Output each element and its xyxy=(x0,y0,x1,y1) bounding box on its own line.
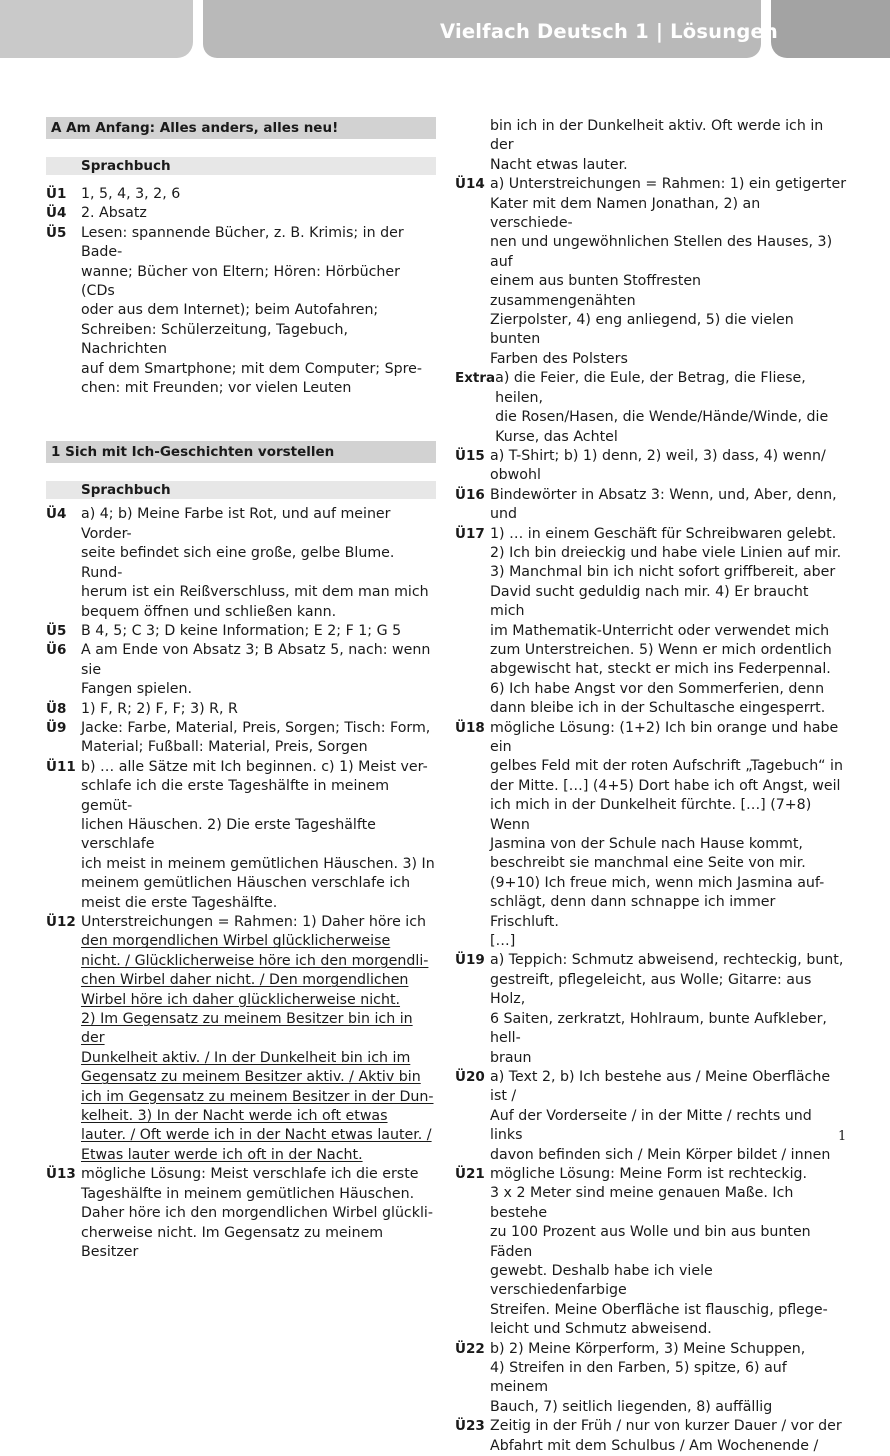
list-item: Ü5 Lesen: spannende Bücher, z. B. Krimis; in der Bade- wanne; Bücher von Eltern; Hören: Hörbücher (CDs oder aus dem Internet); beim Autofahren; Schreiben: Schülerzeitung, Tagebuch, Nachrichten auf dem Smartphone; mit dem Computer; Spre- chen: mit Freunden; vor vielen Leuten xyxy=(46,224,422,397)
list-item: Ü11 b) … alle Sätze mit Ich beginnen. c) 1) Meist ver- schlafe ich die erste Tageshälfte in meinem gemüt- lichen Häuschen. 2) Die erste Tageshälfte verschlafe ich meist in meinem gemütlichen Häuschen. 3) In meinem gemütlichen Häuschen verschlafe ich meist die erste Tageshälfte. xyxy=(46,758,435,911)
list-item: Ü16 Bindewörter in Absatz 3: Wenn, und, Aber, denn, und xyxy=(455,486,837,523)
list-item: Ü21 mögliche Lösung: Meine Form ist rechteckig. 3 x 2 Meter sind meine genauen Maße. Ich bestehe zu 100 Prozent aus Wolle und bin aus bunten Fäden gewebt. Deshalb habe ich viele verschiedenfarbige Streifen. Meine Oberfläche ist flauschig, pflege- leicht und Schmutz abweisend. xyxy=(455,1165,828,1338)
list-item: Ü12 Unterstreichungen = Rahmen: 1) Daher höre ich den morgendlichen Wirbel glücklicherweise nicht. / Glücklicherweise höre ich den morgendli- chen Wirbel daher nicht. / Den morgendlichen Wirbel höre ich daher glücklicherweise nicht. 2) Im Gegensatz zu meinem Besitzer bin ich in der Dunkelheit aktiv. / In der Dunkelheit bin ich im Gegensatz zu meinem Besitzer aktiv. / Aktiv bin ich im Gegensatz zu meinem Besitzer in der Dun- kelheit. 3) In der Nacht werde ich oft etwas lauter. / Oft werde ich in der Nacht etwas lauter. / Etwas lauter werde ich oft in der Nacht. xyxy=(46,914,434,1163)
section-1-heading: 1 Sich mit Ich-Geschichten vorstellen xyxy=(46,441,436,463)
list-item: Ü8 1) F, R; 2) F, F; 3) R, R xyxy=(46,700,238,717)
list-item: Ü14 a) Unterstreichungen = Rahmen: 1) ein getigerter Kater mit dem Namen Jonathan, 2) an verschiede- nen und ungewöhnlichen Stellen des Hauses, 3) auf einem aus bunten Stoffresten zusammengenähten Zierpolster, 4) eng anliegend, 5) die vielen bunten Farben des Polsters xyxy=(455,176,847,367)
list-item: Ü13 mögliche Lösung: Meist verschlafe ich die erste Tageshälfte in meinem gemütlichen Häuschen. Daher höre ich den morgendlichen Wirbel glückli- cherweise nicht. Im Gegensatz zu meinem Besitzer xyxy=(46,1166,433,1260)
list-item: Ü20 a) Text 2, b) Ich bestehe aus / Meine Oberfläche ist / Auf der Vorderseite / in der Mitte / rechts und links davon befinden sich / Mein Körper bildet / innen xyxy=(455,1068,831,1163)
section-1-subheading: Sprachbuch xyxy=(46,481,436,499)
list-item: Ü23 Zeitig in der Früh / nur von kurzer Dauer / vor der Abfahrt mit dem Schulbus / Am Wochenende / xyxy=(455,1418,842,1454)
left-column xyxy=(46,117,436,1262)
section-a-heading: A Am Anfang: Alles anders, alles neu! xyxy=(46,117,436,139)
list-item: Ü4 a) 4; b) Meine Farbe ist Rot, und auf meiner Vorder- seite befindet sich eine große, gelbe Blume. Rund- herum ist ein Reißverschluss, mit dem man mich bequem öffnen und schließen kann. xyxy=(46,506,429,620)
header-tab-right xyxy=(771,0,890,58)
list-item: Ü15 a) T-Shirt; b) 1) denn, 2) weil, 3) dass, 4) wenn/ obwohl xyxy=(455,447,826,484)
list-item: Ü4 2. Absatz xyxy=(46,205,147,222)
list-item: Ü17 1) … in einem Geschäft für Schreibwaren gelebt. 2) Ich bin dreieckig und habe viele Linien auf mir. 3) Manchmal bin ich nicht sofort griffbereit, aber David sucht geduldig nach mir. 4) Er braucht mich im Mathematik-Unterricht oder verwendet mich zum Unterstreichen. 5) Wenn er mich ordentlich abgewischt hat, steckt er mich ins Federpennal. 6) Ich habe Angst vor den Sommerferien, denn dann bleibe ich in der Schultasche eingesperrt. xyxy=(455,525,842,717)
list-item: Ü1 1, 5, 4, 3, 2, 6 xyxy=(46,186,181,202)
list-item: Ü19 a) Teppich: Schmutz abweisend, rechteckig, bunt, gestreift, pflegeleicht, aus Wolle; Gitarre: aus Holz, 6 Saiten, zerkratzt, Hohlraum, bunte Aufkleber, hell- braun xyxy=(455,952,844,1066)
page-title: Vielfach Deutsch 1 | Lösungen xyxy=(440,20,778,43)
header-tab-left xyxy=(0,0,193,58)
page-number: 1 xyxy=(838,1129,847,1144)
list-item: Extra a) die Feier, die Eule, der Betrag, die Fliese, heilen, die Rosen/Hasen, die Wende/Hände/Winde, die Kurse, das Achtel xyxy=(455,370,829,445)
list-item: Ü18 mögliche Lösung: (1+2) Ich bin orange und habe ein gelbes Feld mit der roten Aufschrift „Tagebuch“ in der Mitte. […] (4+5) Dort habe ich oft Angst, weil ich mich in der Dunkelheit fürchte. […] (7+8) Wenn Jasmina von der Schule nach Hause kommt, beschreibt sie manchmal eine Seite von mir. (9+10) Ich freue mich, wenn mich Jasmina auf- schlägt, denn dann schnappe ich immer Frischluft. […] xyxy=(455,719,843,950)
list-item: Ü22 b) 2) Meine Körperform, 3) Meine Schuppen, 4) Streifen in den Farben, 5) spitze, 6) auf meinem Bauch, 7) seitlich liegenden, 8) auffällig xyxy=(455,1340,806,1415)
section-a-subheading: Sprachbuch xyxy=(46,157,436,175)
right-column xyxy=(455,117,847,1456)
list-item: Ü9 Jacke: Farbe, Material, Preis, Sorgen; Tisch: Form, Material; Fußball: Material, Preis, Sorgen xyxy=(46,719,431,756)
continuation-text: bin ich in der Dunkelheit aktiv. Oft werde ich in der Nacht etwas lauter. xyxy=(490,118,824,173)
list-item: Ü6 A am Ende von Absatz 3; B Absatz 5, nach: wenn sie Fangen spielen. xyxy=(46,642,431,698)
list-item: Ü5 B 4, 5; C 3; D keine Information; E 2; F 1; G 5 xyxy=(46,622,402,639)
